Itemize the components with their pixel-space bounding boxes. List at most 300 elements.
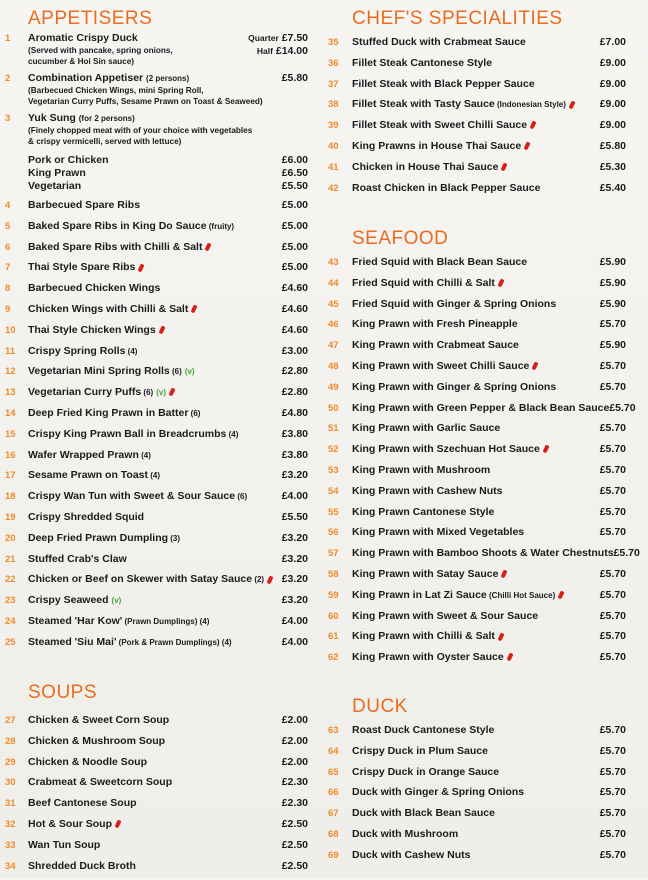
item-price: £2.50 <box>281 817 308 830</box>
item-price: £3.80 <box>281 427 308 440</box>
item-price: £14.00 <box>275 45 308 57</box>
appetisers-section <box>0 6 312 657</box>
item-number: 19 <box>5 511 16 523</box>
item-number: 68 <box>328 828 339 840</box>
item-price: £5.80 <box>281 72 308 84</box>
menu-item-39 <box>322 119 634 132</box>
item-price: £3.20 <box>281 552 308 565</box>
item-name: Barbecued Spare Ribs <box>28 199 141 211</box>
menu-item-63 <box>322 724 634 737</box>
item-note: (2 persons) <box>146 74 190 83</box>
item-price: £2.80 <box>281 365 308 378</box>
item-price: £3.20 <box>281 594 308 607</box>
item-name: Crispy Shredded Squid <box>28 510 145 523</box>
chili-icon <box>558 590 565 599</box>
item-number: 6 <box>5 241 11 253</box>
item-name: Crabmeat & Sweetcorn Soup <box>28 776 173 789</box>
item-price: £7.00 <box>599 36 626 48</box>
menu-item-13 <box>0 386 312 399</box>
item-price: £5.70 <box>599 359 626 372</box>
item-price: £2.00 <box>281 734 308 747</box>
item-name: Fillet Steak with Tasty Sauce (Indonesian Style) <box>352 98 600 111</box>
item-name: Stuffed Duck with Crabmeat Sauce <box>352 36 526 48</box>
item-price: £5.70 <box>599 380 626 393</box>
item-number: 58 <box>328 568 339 580</box>
item-price: £9.00 <box>599 56 626 69</box>
menu-item-9 <box>0 303 312 316</box>
item-name: Chicken & Sweet Corn Soup <box>28 714 170 726</box>
item-name: King Prawn with Szechuan Hot Sauce <box>352 443 600 456</box>
item-name: Crispy Duck in Plum Sauce <box>352 744 488 757</box>
item-price: £5.70 <box>599 807 626 820</box>
item-number: 44 <box>328 277 339 289</box>
item-name: Thai Style Chicken Wings <box>28 324 282 337</box>
item-number: 62 <box>328 652 339 664</box>
duck-section <box>322 694 634 870</box>
item-price: £5.00 <box>281 199 308 211</box>
item-number: 61 <box>328 631 339 643</box>
chefs-specialities-list <box>322 36 634 195</box>
item-number: 3 <box>5 113 11 124</box>
item-name: Chicken Wings with Chilli & Salt <box>28 303 282 316</box>
menu-item-48 <box>322 360 634 373</box>
item-name: Duck with Mushroom <box>352 827 459 840</box>
item-number: 40 <box>328 140 339 152</box>
item-description: cucumber & Hoi Sin sauce) <box>28 57 135 66</box>
size-label: Half <box>256 46 273 56</box>
chili-icon <box>524 142 531 151</box>
item-number: 32 <box>5 818 16 830</box>
item-number: 17 <box>5 470 16 482</box>
menu-item-38 <box>322 98 634 111</box>
item-price: £2.80 <box>281 386 308 399</box>
item-name: Shredded Duck Broth <box>28 859 136 872</box>
item-name: Crispy Duck in Orange Sauce <box>352 765 500 778</box>
item-number: 18 <box>5 491 16 503</box>
item-name: Yuk Sung <box>28 112 76 124</box>
item-note: (4) <box>148 471 161 481</box>
menu-item-51 <box>322 422 634 435</box>
chili-icon <box>158 326 165 335</box>
item-name: Stuffed Crab's Claw <box>28 552 127 565</box>
chili-icon <box>191 305 198 314</box>
item-note: (2) <box>252 575 265 585</box>
duck-list <box>322 724 634 862</box>
menu-item-7 <box>0 261 312 274</box>
item-note: (3) <box>168 533 181 543</box>
item-number: 42 <box>328 182 339 194</box>
menu-item-5 <box>0 220 312 233</box>
item-price: £4.60 <box>281 302 308 315</box>
item-number: 31 <box>5 798 16 810</box>
item-note: (Prawn Dumplings) (4) <box>122 616 210 626</box>
vegetarian-icon: (v) <box>156 388 166 398</box>
menu-item-4 <box>0 199 312 212</box>
item-name: Duck with Ginger & Spring Onions <box>352 786 525 799</box>
option-row: Vegetarian £5.50 <box>28 180 308 192</box>
menu-item-40 <box>322 140 634 153</box>
item-number: 29 <box>5 756 16 768</box>
item-note: (fruity) <box>206 221 235 231</box>
item-price: £3.80 <box>281 448 308 461</box>
menu-item-43 <box>322 256 634 269</box>
chili-icon <box>267 575 274 584</box>
item-price: £5.90 <box>599 256 626 268</box>
item-number: 59 <box>328 589 339 601</box>
item-name: Crispy King Prawn Ball in Breadcrumbs (4) <box>28 427 239 440</box>
menu-item-11 <box>0 345 312 358</box>
item-number: 10 <box>5 324 16 336</box>
item-price: £5.70 <box>599 422 626 435</box>
menu-item-49 <box>322 381 634 394</box>
yuk-sung-options <box>0 154 312 193</box>
item-price: £5.70 <box>599 651 626 664</box>
item-number: 38 <box>328 99 339 111</box>
item-note: (6) <box>235 492 248 502</box>
item-name: Chicken & Mushroom Soup <box>28 734 166 747</box>
menu-item-25 <box>0 636 312 649</box>
appetisers-list <box>0 199 312 649</box>
item-price: £4.60 <box>281 282 308 295</box>
item-note: (6) <box>188 408 201 418</box>
menu-item-22 <box>0 573 312 586</box>
item-note: (for 2 persons) <box>78 114 135 123</box>
item-name: Wafer Wrapped Prawn (4) <box>28 448 151 461</box>
menu-item-35 <box>322 36 634 49</box>
item-number: 39 <box>328 120 339 132</box>
item-name: Crispy Spring Rolls (4) <box>28 344 138 357</box>
item-name: King Prawn with Mixed Vegetables <box>352 526 525 539</box>
item-name: Duck with Cashew Nuts <box>352 848 471 861</box>
item-name: King Prawn with Fresh Pineapple <box>352 318 518 331</box>
item-name: King Prawn with Bamboo Shoots & Water Chestnuts <box>352 547 614 560</box>
item-number: 11 <box>5 345 16 357</box>
item-price: £4.00 <box>281 614 308 627</box>
chili-icon <box>532 362 539 371</box>
menu-item-23 <box>0 594 312 607</box>
item-price: £5.70 <box>599 318 626 331</box>
menu-item-53 <box>322 464 634 477</box>
item-number: 34 <box>5 860 16 872</box>
item-name: King Prawn in Lat Zi Sauce (Chilli Hot Sauce) <box>352 589 600 602</box>
item-price: £9.00 <box>599 77 626 90</box>
chili-icon <box>568 100 575 109</box>
chili-icon <box>506 653 513 662</box>
item-price: £5.70 <box>599 786 626 799</box>
chili-icon <box>138 263 145 272</box>
item-name: Chicken in House Thai Sauce <box>352 161 600 174</box>
item-number: 7 <box>5 262 11 274</box>
item-price: £5.70 <box>599 848 626 861</box>
item-number: 69 <box>328 849 339 861</box>
item-number: 35 <box>328 37 339 48</box>
item-price: £5.90 <box>599 276 626 289</box>
item-price: £2.30 <box>281 797 308 810</box>
menu-item-65 <box>322 766 634 779</box>
item-number: 14 <box>5 407 16 419</box>
item-name: King Prawn with Ginger & Spring Onions <box>352 380 557 393</box>
item-name: Beef Cantonese Soup <box>28 797 137 810</box>
item-price: £2.50 <box>281 859 308 872</box>
item-name: Sesame Prawn on Toast (4) <box>28 469 161 482</box>
item-price: £2.50 <box>281 838 308 851</box>
item-name: Crispy Wan Tun with Sweet & Sour Sauce (6) <box>28 490 248 503</box>
item-price: £4.60 <box>281 323 308 336</box>
item-note: (4) <box>125 346 138 356</box>
menu-item-45 <box>322 298 634 311</box>
item-name: Chicken or Beef on Skewer with Satay Sauce (2) <box>28 573 282 586</box>
menu-item-58 <box>322 568 634 581</box>
menu-item-57 <box>322 547 640 560</box>
item-number: 8 <box>5 283 11 295</box>
chili-icon <box>501 163 508 172</box>
item-number: 66 <box>328 787 339 799</box>
menu-item-19 <box>0 511 312 524</box>
item-name: Fillet Steak with Sweet Chilli Sauce <box>352 119 600 132</box>
item-number: 46 <box>328 319 339 331</box>
item-name: Steamed 'Har Kow' (Prawn Dumplings) (4) <box>28 614 210 627</box>
soups-section <box>0 680 312 880</box>
item-number: 20 <box>5 532 16 544</box>
menu-item-31 <box>0 797 312 810</box>
item-number: 28 <box>5 735 16 747</box>
item-name: Fillet Steak Cantonese Style <box>352 56 493 69</box>
item-price: £5.70 <box>599 588 626 601</box>
menu-item-42 <box>322 182 634 195</box>
menu-item-41 <box>322 161 634 174</box>
item-name: King Prawns in House Thai Sauce <box>352 140 600 153</box>
menu-item-12 <box>0 365 312 378</box>
chili-icon <box>497 279 504 288</box>
item-name: Combination Appetiser <box>28 72 144 84</box>
item-name: Roast Chicken in Black Pepper Sauce <box>352 181 541 194</box>
item-price: £5.80 <box>599 139 626 152</box>
item-price: £5.70 <box>599 443 626 456</box>
soups-title: SOUPS <box>28 682 98 703</box>
menu-item-1 <box>0 32 312 67</box>
item-number: 1 <box>5 33 11 44</box>
soups-list <box>0 714 312 873</box>
item-number: 60 <box>328 610 339 622</box>
item-name: King Prawn with Oyster Sauce <box>352 651 600 664</box>
item-price: £5.30 <box>599 160 626 173</box>
menu-item-46 <box>322 318 634 331</box>
item-name: King Prawn with Satay Sauce <box>352 568 600 581</box>
menu-item-21 <box>0 553 312 566</box>
menu-item-36 <box>322 57 634 70</box>
item-price: £5.00 <box>281 240 308 253</box>
item-number: 36 <box>328 57 339 69</box>
chili-icon <box>542 445 549 454</box>
size-label: Quarter <box>248 33 279 43</box>
duck-title: DUCK <box>352 696 408 717</box>
item-price: £5.70 <box>599 505 626 518</box>
item-name: King Prawn with Sweet Chilli Sauce <box>352 360 600 373</box>
menu-item-47 <box>322 339 634 352</box>
item-name: Aromatic Crispy Duck <box>28 32 138 44</box>
item-number: 27 <box>5 715 16 726</box>
item-description: (Finely chopped meat with of your choice with vegetables <box>28 126 253 135</box>
menu-item-18 <box>0 490 312 503</box>
chili-icon <box>168 388 175 397</box>
menu-item-50 <box>322 402 634 415</box>
item-name: King Prawn with Garlic Sauce <box>352 422 501 435</box>
item-number: 2 <box>5 73 11 84</box>
item-number: 37 <box>328 78 339 90</box>
item-price: £5.70 <box>599 630 626 643</box>
item-name: Deep Fried Prawn Dumpling (3) <box>28 531 181 544</box>
menu-item-60 <box>322 610 634 623</box>
item-name: King Prawn with Crabmeat Sauce <box>352 339 519 352</box>
item-description: Vegetarian Curry Puffs, Sesame Prawn on Toast & Seaweed) <box>28 97 263 106</box>
menu-item-32 <box>0 818 312 831</box>
item-name: Chicken & Noodle Soup <box>28 755 148 768</box>
menu-item-20 <box>0 532 312 545</box>
item-name: King Prawn with Cashew Nuts <box>352 484 503 497</box>
vegetarian-icon: (v) <box>184 367 195 377</box>
item-name: Fried Squid with Black Bean Sauce <box>352 256 528 268</box>
item-name: King Prawn Cantonese Style <box>352 505 495 518</box>
item-number: 13 <box>5 387 16 399</box>
item-name: Baked Spare Ribs in King Do Sauce (fruity) <box>28 219 235 232</box>
item-name: King Prawn with Chilli & Salt <box>352 630 600 643</box>
item-price: £5.50 <box>281 510 308 523</box>
item-name: Barbecued Chicken Wings <box>28 282 161 295</box>
item-note: (Chilli Hot Sauce) <box>486 590 556 600</box>
size-prices <box>248 32 312 58</box>
item-number: 15 <box>5 428 16 440</box>
item-number: 52 <box>328 444 339 456</box>
menu-item-6 <box>0 241 312 254</box>
item-price: £5.70 <box>609 401 636 414</box>
item-price: £5.70 <box>599 567 626 580</box>
item-name: Baked Spare Ribs with Chilli & Salt <box>28 241 282 254</box>
item-number: 54 <box>328 485 339 497</box>
item-number: 5 <box>5 220 11 232</box>
menu-item-33 <box>0 839 312 852</box>
chili-icon <box>114 820 121 829</box>
seafood-section <box>322 226 640 672</box>
menu-item-3 <box>0 112 312 147</box>
item-number: 57 <box>328 548 339 560</box>
menu-item-68 <box>322 828 634 841</box>
item-name: Fillet Steak with Black Pepper Sauce <box>352 77 535 90</box>
item-price: £5.70 <box>613 547 640 560</box>
item-number: 47 <box>328 340 339 352</box>
item-name: Thai Style Spare Ribs <box>28 261 282 274</box>
chili-icon <box>497 632 504 641</box>
item-name: Steamed 'Siu Mai' (Pork & Prawn Dumplings) (4) <box>28 635 232 648</box>
item-number: 63 <box>328 725 339 736</box>
item-price: £5.70 <box>599 724 626 736</box>
menu-item-15 <box>0 428 312 441</box>
item-description: (Barbecued Chicken Wings, mini Spring Roll, <box>28 86 204 95</box>
item-price: £9.00 <box>599 98 626 111</box>
menu-item-17 <box>0 469 312 482</box>
menu-item-67 <box>322 807 634 820</box>
menu-item-66 <box>322 786 634 799</box>
chefs-specialities-title: CHEF'S SPECIALITIES <box>352 8 563 29</box>
item-name: King Prawn with Sweet & Sour Sauce <box>352 609 539 622</box>
item-number: 12 <box>5 366 16 378</box>
item-note: (Indonesian Style) <box>494 100 566 110</box>
menu-item-52 <box>322 443 634 456</box>
item-number: 41 <box>328 161 339 173</box>
menu-item-61 <box>322 630 634 643</box>
item-price: £3.00 <box>281 344 308 357</box>
item-price: £7.50 <box>281 32 308 44</box>
item-note: (Pork & Prawn Dumplings) (4) <box>116 637 232 647</box>
item-price: £5.70 <box>599 463 626 476</box>
item-number: 50 <box>328 402 339 414</box>
menu-item-24 <box>0 615 312 628</box>
item-number: 24 <box>5 615 16 627</box>
item-name: Fried Squid with Chilli & Salt <box>352 277 600 290</box>
item-description: (Served with pancake, spring onions, <box>28 46 173 55</box>
item-note: (4) <box>226 429 239 439</box>
item-price: £3.20 <box>281 469 308 482</box>
menu-item-27 <box>0 714 312 727</box>
menu-item-16 <box>0 449 312 462</box>
item-note: (6) <box>169 367 182 377</box>
item-price: £5.70 <box>599 526 626 539</box>
item-price: £5.00 <box>281 219 308 232</box>
item-number: 65 <box>328 766 339 778</box>
menu-item-64 <box>322 745 634 758</box>
menu-item-34 <box>0 860 312 873</box>
item-number: 30 <box>5 777 16 789</box>
menu-item-30 <box>0 776 312 789</box>
item-number: 51 <box>328 423 339 435</box>
item-number: 48 <box>328 360 339 372</box>
item-note: (6) <box>141 388 154 398</box>
item-number: 9 <box>5 303 11 315</box>
item-price: £5.70 <box>599 484 626 497</box>
chefs-specialities-section <box>322 6 634 202</box>
item-price: £4.00 <box>281 490 308 503</box>
item-name: King Prawn with Mushroom <box>352 463 491 476</box>
menu-item-62 <box>322 651 634 664</box>
item-number: 22 <box>5 574 16 586</box>
item-price: £5.70 <box>599 744 626 757</box>
item-number: 64 <box>328 745 339 757</box>
vegetarian-icon: (v) <box>111 596 122 606</box>
item-description: & crispy vermicelli, served with lettuce) <box>28 137 182 146</box>
item-price: £5.90 <box>599 297 626 310</box>
item-name: Roast Duck Cantonese Style <box>352 724 495 736</box>
item-number: 67 <box>328 808 339 820</box>
item-number: 4 <box>5 200 11 211</box>
chili-icon <box>501 570 508 579</box>
chili-icon <box>205 242 212 251</box>
item-price: £4.80 <box>281 406 308 419</box>
chili-icon <box>530 121 537 130</box>
menu-item-55 <box>322 506 634 519</box>
item-price: £5.40 <box>599 181 626 194</box>
menu-item-29 <box>0 756 312 769</box>
item-name: Wan Tun Soup <box>28 838 101 851</box>
menu-item-28 <box>0 735 312 748</box>
item-name: Hot & Sour Soup <box>28 818 282 831</box>
item-note: (4) <box>138 450 151 460</box>
item-price: £3.20 <box>281 573 308 586</box>
menu-item-2 <box>0 72 312 107</box>
item-number: 21 <box>5 553 16 565</box>
item-price: £5.70 <box>599 827 626 840</box>
item-price: £5.90 <box>599 339 626 352</box>
appetisers-title: APPETISERS <box>28 8 153 29</box>
item-number: 16 <box>5 449 16 461</box>
